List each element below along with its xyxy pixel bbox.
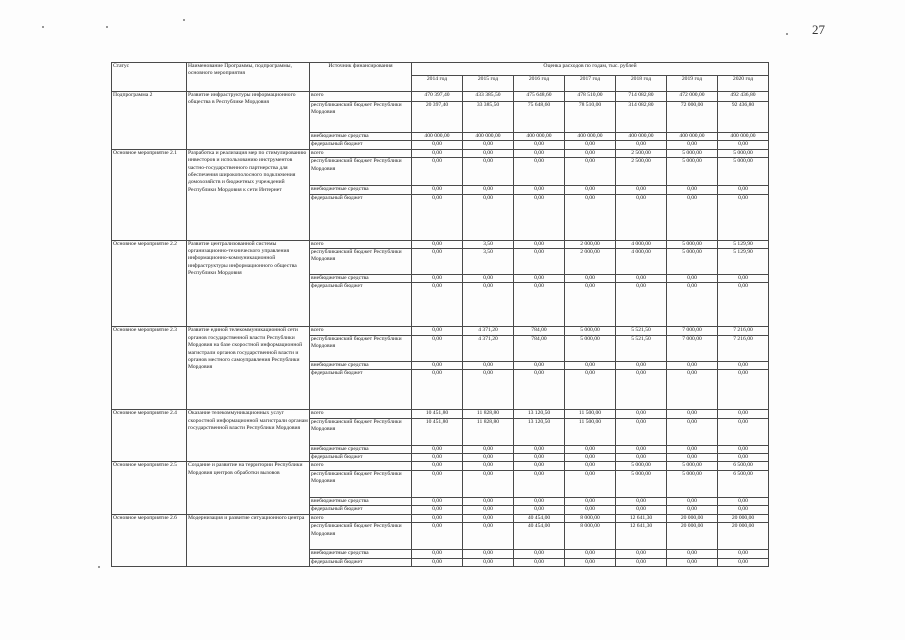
row-value: 0,00 xyxy=(667,194,718,240)
row-value: 0,00 xyxy=(565,550,616,558)
row-value: 0,00 xyxy=(463,158,514,186)
row-value: 0,00 xyxy=(514,506,565,514)
row-value: 0,00 xyxy=(565,370,616,410)
row-value: 0,00 xyxy=(463,462,514,470)
table-row xyxy=(112,462,769,470)
row-value: 0,00 xyxy=(514,454,565,462)
row-value: 0,00 xyxy=(412,186,463,194)
row-value: 2 500,00 xyxy=(616,149,667,157)
row-value: 0,00 xyxy=(412,327,463,335)
row-value: 0,00 xyxy=(718,418,769,445)
row-value: 0,00 xyxy=(565,470,616,497)
row-funding-source: федеральный бюджет xyxy=(310,141,412,149)
row-value: 0,00 xyxy=(565,141,616,149)
header-year: 2020 год xyxy=(718,76,769,92)
row-value: 0,00 xyxy=(565,149,616,157)
row-value: 5 000,00 xyxy=(718,149,769,157)
row-value: 0,00 xyxy=(463,361,514,369)
table-row xyxy=(112,410,769,418)
row-value: 0,00 xyxy=(412,550,463,558)
header-year: 2017 год xyxy=(565,76,616,92)
row-value: 0,00 xyxy=(667,361,718,369)
row-value: 4 000,00 xyxy=(616,240,667,248)
row-value: 400 000,00 xyxy=(412,133,463,141)
row-value: 20 000,00 xyxy=(667,514,718,522)
row-funding-source: внебюджетные средства xyxy=(310,361,412,369)
row-funding-source: республиканский бюджет Республики Мордовия xyxy=(310,158,412,186)
row-funding-source: внебюджетные средства xyxy=(310,133,412,141)
row-value: 0,00 xyxy=(616,370,667,410)
row-funding-source: республиканский бюджет Республики Мордовия xyxy=(310,418,412,445)
row-value: 8 000,00 xyxy=(565,514,616,522)
row-value: 470 397,40 xyxy=(412,92,463,102)
row-status: Основное мероприятие 2.5 xyxy=(112,462,187,514)
row-value: 12 641,30 xyxy=(616,514,667,522)
row-value: 13 120,50 xyxy=(514,410,565,418)
row-value: 0,00 xyxy=(412,361,463,369)
row-value: 314 082,80 xyxy=(616,102,667,133)
row-value: 5 000,00 xyxy=(718,158,769,186)
row-value: 7 216,00 xyxy=(718,327,769,335)
row-funding-source: федеральный бюджет xyxy=(310,506,412,514)
row-funding-source: республиканский бюджет Республики Мордовия xyxy=(310,523,412,550)
row-value: 3,50 xyxy=(463,249,514,275)
row-value: 2 500,00 xyxy=(616,158,667,186)
row-funding-source: федеральный бюджет xyxy=(310,558,412,566)
row-value: 0,00 xyxy=(412,514,463,522)
row-program-name: Оказание телекоммуникационных услуг скоростной информационной магистрали органам государственной власти Республики Мордовия xyxy=(187,410,310,462)
row-value: 12 641,30 xyxy=(616,523,667,550)
header-year: 2018 год xyxy=(616,76,667,92)
row-value: 11 500,00 xyxy=(565,410,616,418)
row-value: 0,00 xyxy=(565,158,616,186)
row-funding-source: всего xyxy=(310,514,412,522)
row-status: Подпрограмма 2 xyxy=(112,92,187,150)
header-status: Статус xyxy=(112,63,187,92)
row-funding-source: республиканский бюджет Республики Мордовия xyxy=(310,470,412,497)
row-value: 20 000,00 xyxy=(718,523,769,550)
row-value: 72 000,00 xyxy=(667,102,718,133)
row-funding-source: республиканский бюджет Республики Мордовия xyxy=(310,335,412,361)
row-value: 0,00 xyxy=(412,497,463,505)
row-value: 472 000,00 xyxy=(667,92,718,102)
row-value: 0,00 xyxy=(667,550,718,558)
row-value: 5 000,00 xyxy=(565,327,616,335)
row-value: 4 371,20 xyxy=(463,335,514,361)
row-value: 0,00 xyxy=(463,283,514,327)
row-value: 10 451,80 xyxy=(412,410,463,418)
row-value: 20 000,00 xyxy=(718,514,769,522)
scan-speck xyxy=(786,33,788,35)
row-value: 400 000,00 xyxy=(667,133,718,141)
row-value: 0,00 xyxy=(718,497,769,505)
row-value: 6 500,00 xyxy=(718,462,769,470)
row-value: 0,00 xyxy=(616,418,667,445)
row-program-name: Разработка и реализация мер по стимулированию инвесторов и использованию инструментов частно-государственного партнерства для обеспечения широкополосного подключения домохозяйств и бюджетных учреждений Республики Мордовия к сети Интернет xyxy=(187,149,310,240)
row-program-name: Модернизация и развитие ситуационного центра xyxy=(187,514,310,566)
row-value: 0,00 xyxy=(565,506,616,514)
row-funding-source: федеральный бюджет xyxy=(310,370,412,410)
row-value: 714 082,80 xyxy=(616,92,667,102)
row-value: 5 129,90 xyxy=(718,249,769,275)
row-value: 4 371,20 xyxy=(463,327,514,335)
row-value: 5 521,50 xyxy=(616,335,667,361)
row-value: 0,00 xyxy=(616,454,667,462)
row-funding-source: всего xyxy=(310,462,412,470)
row-value: 0,00 xyxy=(412,158,463,186)
budget-table xyxy=(111,62,769,567)
row-value: 5 000,00 xyxy=(667,249,718,275)
row-value: 0,00 xyxy=(412,523,463,550)
row-value: 0,00 xyxy=(514,158,565,186)
row-value: 784,00 xyxy=(514,335,565,361)
row-value: 0,00 xyxy=(412,283,463,327)
row-value: 0,00 xyxy=(412,275,463,283)
table-row xyxy=(112,149,769,157)
row-value: 75 648,60 xyxy=(514,102,565,133)
row-value: 400 000,00 xyxy=(463,133,514,141)
row-value: 78 510,00 xyxy=(565,102,616,133)
row-value: 0,00 xyxy=(463,186,514,194)
row-value: 0,00 xyxy=(616,275,667,283)
row-value: 0,00 xyxy=(565,454,616,462)
row-value: 0,00 xyxy=(514,445,565,453)
row-value: 0,00 xyxy=(565,361,616,369)
row-funding-source: федеральный бюджет xyxy=(310,283,412,327)
row-value: 0,00 xyxy=(514,275,565,283)
table-row xyxy=(112,240,769,248)
row-value: 400 000,00 xyxy=(718,133,769,141)
row-value: 7 216,00 xyxy=(718,335,769,361)
row-funding-source: федеральный бюджет xyxy=(310,454,412,462)
row-funding-source: всего xyxy=(310,327,412,335)
row-value: 3,50 xyxy=(463,240,514,248)
row-value: 0,00 xyxy=(565,283,616,327)
row-value: 33 385,50 xyxy=(463,102,514,133)
row-value: 5 000,00 xyxy=(667,149,718,157)
row-value: 0,00 xyxy=(616,141,667,149)
row-value: 4 000,00 xyxy=(616,249,667,275)
row-value: 5 000,00 xyxy=(565,335,616,361)
row-value: 0,00 xyxy=(412,470,463,497)
row-value: 0,00 xyxy=(718,445,769,453)
row-value: 433 385,50 xyxy=(463,92,514,102)
row-value: 0,00 xyxy=(616,497,667,505)
table-row xyxy=(112,327,769,335)
row-funding-source: всего xyxy=(310,240,412,248)
row-value: 5 129,90 xyxy=(718,240,769,248)
row-value: 0,00 xyxy=(514,186,565,194)
row-value: 11 828,80 xyxy=(463,410,514,418)
row-value: 92 436,80 xyxy=(718,102,769,133)
row-funding-source: республиканский бюджет Республики Мордовия xyxy=(310,249,412,275)
row-value: 0,00 xyxy=(667,418,718,445)
row-value: 0,00 xyxy=(718,370,769,410)
row-value: 0,00 xyxy=(514,283,565,327)
row-funding-source: внебюджетные средства xyxy=(310,275,412,283)
row-value: 0,00 xyxy=(667,283,718,327)
row-value: 0,00 xyxy=(412,194,463,240)
header-name: Наименование Программы, подпрограммы, основного мероприятия xyxy=(187,63,310,92)
row-value: 0,00 xyxy=(565,194,616,240)
row-value: 40 454,00 xyxy=(514,523,565,550)
row-value: 492 436,80 xyxy=(718,92,769,102)
row-value: 0,00 xyxy=(412,445,463,453)
row-value: 0,00 xyxy=(463,149,514,157)
row-value: 5 000,00 xyxy=(667,470,718,497)
row-value: 0,00 xyxy=(412,240,463,248)
row-program-name: Развитие единой телекоммуникационной сети органов государственной власти Республики Мордовия на базе скоростной информационной магистрали органов государственной власти и органов местного самоуправления Республики Мордовия xyxy=(187,327,310,410)
row-value: 0,00 xyxy=(616,558,667,566)
row-value: 0,00 xyxy=(463,497,514,505)
scan-speck xyxy=(106,26,108,28)
row-status: Основное мероприятие 2.3 xyxy=(112,327,187,410)
row-value: 0,00 xyxy=(667,445,718,453)
row-value: 0,00 xyxy=(718,186,769,194)
row-value: 6 500,00 xyxy=(718,470,769,497)
row-value: 0,00 xyxy=(514,141,565,149)
row-value: 0,00 xyxy=(463,194,514,240)
row-funding-source: внебюджетные средства xyxy=(310,445,412,453)
row-value: 0,00 xyxy=(463,558,514,566)
row-value: 0,00 xyxy=(463,454,514,462)
row-funding-source: внебюджетные средства xyxy=(310,497,412,505)
row-value: 11 500,00 xyxy=(565,418,616,445)
row-value: 0,00 xyxy=(718,194,769,240)
row-value: 0,00 xyxy=(514,497,565,505)
row-value: 0,00 xyxy=(667,141,718,149)
row-value: 0,00 xyxy=(463,514,514,522)
scan-speck xyxy=(42,26,44,28)
header-year: 2019 год xyxy=(667,76,718,92)
row-program-name: Развитие централизованной системы организационно-технического управления информационно-коммуникационной инфраструктуры информационного общества Республики Мордовия xyxy=(187,240,310,327)
row-funding-source: федеральный бюджет xyxy=(310,194,412,240)
page-number: 27 xyxy=(812,22,825,37)
row-value: 0,00 xyxy=(514,194,565,240)
row-value: 13 120,50 xyxy=(514,418,565,445)
row-value: 0,00 xyxy=(463,523,514,550)
row-status: Основное мероприятие 2.6 xyxy=(112,514,187,566)
row-value: 5 000,00 xyxy=(667,240,718,248)
header-year: 2014 год xyxy=(412,76,463,92)
row-value: 0,00 xyxy=(667,497,718,505)
row-value: 0,00 xyxy=(718,550,769,558)
row-value: 7 000,00 xyxy=(667,335,718,361)
row-value: 0,00 xyxy=(667,454,718,462)
row-value: 5 521,50 xyxy=(616,327,667,335)
row-value: 0,00 xyxy=(514,470,565,497)
header-year: 2016 год xyxy=(514,76,565,92)
scan-speck xyxy=(183,19,185,21)
row-value: 0,00 xyxy=(463,370,514,410)
row-value: 0,00 xyxy=(616,283,667,327)
row-value: 0,00 xyxy=(616,410,667,418)
row-funding-source: всего xyxy=(310,92,412,102)
row-value: 0,00 xyxy=(718,506,769,514)
row-value: 40 454,00 xyxy=(514,514,565,522)
table-row xyxy=(112,92,769,102)
header-expenses: Оценка расходов по годам, тыс. рублей xyxy=(412,63,769,76)
row-value: 0,00 xyxy=(667,370,718,410)
row-value: 20 000,00 xyxy=(667,523,718,550)
row-value: 0,00 xyxy=(463,506,514,514)
row-value: 0,00 xyxy=(514,240,565,248)
row-value: 8 000,00 xyxy=(565,523,616,550)
row-value: 400 000,00 xyxy=(565,133,616,141)
row-value: 0,00 xyxy=(412,462,463,470)
row-value: 0,00 xyxy=(667,186,718,194)
header-source: Источник финансирования xyxy=(310,63,412,92)
row-funding-source: внебюджетные средства xyxy=(310,550,412,558)
row-value: 0,00 xyxy=(718,283,769,327)
row-value: 0,00 xyxy=(565,558,616,566)
row-status: Основное мероприятие 2.2 xyxy=(112,240,187,327)
row-funding-source: всего xyxy=(310,149,412,157)
row-value: 0,00 xyxy=(463,275,514,283)
row-value: 0,00 xyxy=(718,361,769,369)
row-value: 11 828,80 xyxy=(463,418,514,445)
row-value: 0,00 xyxy=(616,550,667,558)
row-value: 0,00 xyxy=(667,275,718,283)
row-value: 0,00 xyxy=(463,550,514,558)
row-value: 478 510,00 xyxy=(565,92,616,102)
row-value: 10 451,80 xyxy=(412,418,463,445)
row-value: 0,00 xyxy=(718,275,769,283)
row-value: 0,00 xyxy=(565,186,616,194)
row-value: 0,00 xyxy=(616,194,667,240)
row-value: 2 000,00 xyxy=(565,249,616,275)
row-value: 0,00 xyxy=(514,149,565,157)
row-value: 0,00 xyxy=(616,186,667,194)
row-value: 2 000,00 xyxy=(565,240,616,248)
row-value: 0,00 xyxy=(463,470,514,497)
row-value: 0,00 xyxy=(412,454,463,462)
row-funding-source: внебюджетные средства xyxy=(310,186,412,194)
row-value: 0,00 xyxy=(514,370,565,410)
row-value: 0,00 xyxy=(514,361,565,369)
row-value: 400 000,00 xyxy=(616,133,667,141)
row-value: 5 000,00 xyxy=(667,158,718,186)
header-year: 2015 год xyxy=(463,76,514,92)
row-value: 0,00 xyxy=(412,506,463,514)
row-program-name: Создание и развитие на территории Республики Мордовия центров обработки вызовов xyxy=(187,462,310,514)
row-value: 0,00 xyxy=(718,410,769,418)
row-value: 0,00 xyxy=(412,370,463,410)
row-value: 7 000,00 xyxy=(667,327,718,335)
row-value: 5 000,00 xyxy=(616,470,667,497)
row-value: 0,00 xyxy=(463,141,514,149)
row-value: 0,00 xyxy=(667,558,718,566)
row-value: 5 000,00 xyxy=(667,462,718,470)
row-value: 5 000,00 xyxy=(616,462,667,470)
row-value: 0,00 xyxy=(718,454,769,462)
row-value: 0,00 xyxy=(565,462,616,470)
row-value: 0,00 xyxy=(514,550,565,558)
row-value: 0,00 xyxy=(412,249,463,275)
row-value: 0,00 xyxy=(412,149,463,157)
row-value: 400 000,00 xyxy=(514,133,565,141)
row-value: 0,00 xyxy=(718,558,769,566)
row-value: 0,00 xyxy=(616,506,667,514)
row-value: 0,00 xyxy=(412,141,463,149)
row-status: Основное мероприятие 2.1 xyxy=(112,149,187,240)
row-value: 0,00 xyxy=(667,506,718,514)
row-value: 0,00 xyxy=(463,445,514,453)
row-status: Основное мероприятие 2.4 xyxy=(112,410,187,462)
row-value: 0,00 xyxy=(514,558,565,566)
row-value: 784,00 xyxy=(514,327,565,335)
row-program-name: Развитие инфраструктуры информационного общества в Республике Мордовия xyxy=(187,92,310,150)
row-value: 0,00 xyxy=(565,445,616,453)
row-value: 0,00 xyxy=(514,462,565,470)
row-value: 0,00 xyxy=(667,410,718,418)
row-value: 0,00 xyxy=(616,361,667,369)
row-value: 0,00 xyxy=(412,335,463,361)
scan-speck xyxy=(98,566,100,568)
row-value: 0,00 xyxy=(514,249,565,275)
row-funding-source: всего xyxy=(310,410,412,418)
row-value: 0,00 xyxy=(616,445,667,453)
row-funding-source: республиканский бюджет Республики Мордовия xyxy=(310,102,412,133)
table-row xyxy=(112,514,769,522)
row-value: 0,00 xyxy=(565,497,616,505)
row-value: 0,00 xyxy=(718,141,769,149)
row-value: 0,00 xyxy=(565,275,616,283)
row-value: 0,00 xyxy=(412,558,463,566)
row-value: 475 648,60 xyxy=(514,92,565,102)
row-value: 20 397,40 xyxy=(412,102,463,133)
